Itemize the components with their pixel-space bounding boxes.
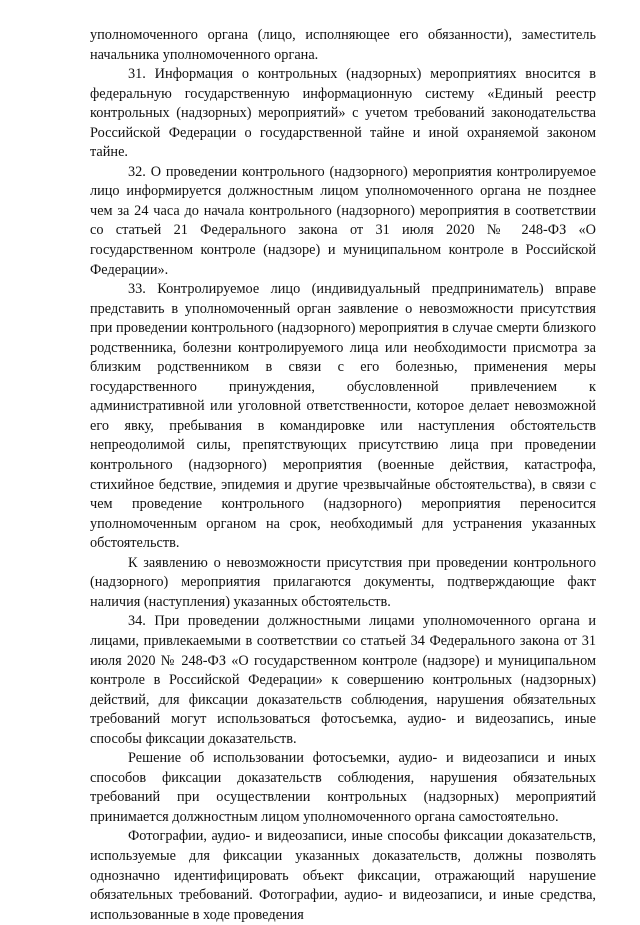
paragraph-item-31: 31. Информация о контрольных (надзорных) мероприятиях вносится в федеральную государственную информационную систему «Единый реестр контрольных (надзорных) мероприятий» с учетом требований законодательства Российской Федерации о государственной тайне и иной охраняемой законом тайне. — [90, 66, 596, 161]
paragraph-recording-decision: Решение об использовании фотосъемки, аудио- и видеозаписи и иных способов фиксации доказательств соблюдения, нарушения обязательных требований при осуществлении контрольных (надзорных) мероприятий принимается должностным лицом уполномоченного органа самостоятельно. — [90, 750, 596, 825]
paragraph-item-32: 32. О проведении контрольного (надзорного) мероприятия контролируемое лицо информируется должностным лицом уполномоченного органа не позднее чем за 24 часа до начала контрольного (надзорного) мероприятия в соответствии со статьей 21 Федерального закона от 31 июля 2020 № 248-ФЗ «О государственном контроле (надзоре) и муниципальном контроле в Российской Федерации». — [90, 163, 596, 278]
paragraph-statement-attachments: К заявлению о невозможности присутствия при проведении контрольного (надзорного) мероприятия прилагаются документы, подтверждающие факт наличия (наступления) указанных обстоятельств. — [90, 554, 596, 610]
paragraph-item-34: 34. При проведении должностными лицами уполномоченного органа и лицами, привлекаемыми в соответствии со статьей 34 Федерального закона от 31 июля 2020 № 248-ФЗ «О государственном контроле (надзоре) и муниципальном контроле в Российской Федерации» к совершению контрольных (надзорных) действий, для фиксации доказательств соблюдения, нарушения обязательных требований могут использоваться фотосъемка, аудио- и видеозапись, иные способы фиксации доказательств. — [90, 613, 596, 747]
paragraph-recording-requirements: Фотографии, аудио- и видеозаписи, иные способы фиксации доказательств, используемые для фиксации указанных доказательств, должны позволять однозначно идентифицировать объект фиксации, отражающий нарушение обязательных требований. Фотографии, аудио- и видеозаписи, и иные средства, использованные в ходе проведения — [90, 828, 596, 923]
paragraph-continuation: уполномоченного органа (лицо, исполняющее его обязанности), заместитель начальника уполномоченного органа. — [90, 27, 596, 63]
document-page — [90, 26, 596, 925]
paragraph-item-33: 33. Контролируемое лицо (индивидуальный предприниматель) вправе представить в уполномоченный орган заявление о невозможности присутствия при проведении контрольного (надзорного) мероприятия в случае смерти близкого родственника, болезни контролируемого лица или необходимости присмотра за близким родственником в связи с его болезнью, применения меры государственного принуждения, обусловленной привлечением к административной или уголовной ответственности, которое делает невозможной его явку, пребывания в командировке или наступления обстоятельств непреодолимой силы, препятствующих присутствию лица при проведении контрольного (надзорного) мероприятия (военные действия, катастрофа, стихийное бедствие, эпидемия и другие чрезвычайные обстоятельства), в связи с чем проведение контрольного (надзорного) мероприятия переносится уполномоченным органом на срок, необходимый для устранения указанных обстоятельств. — [90, 281, 596, 552]
